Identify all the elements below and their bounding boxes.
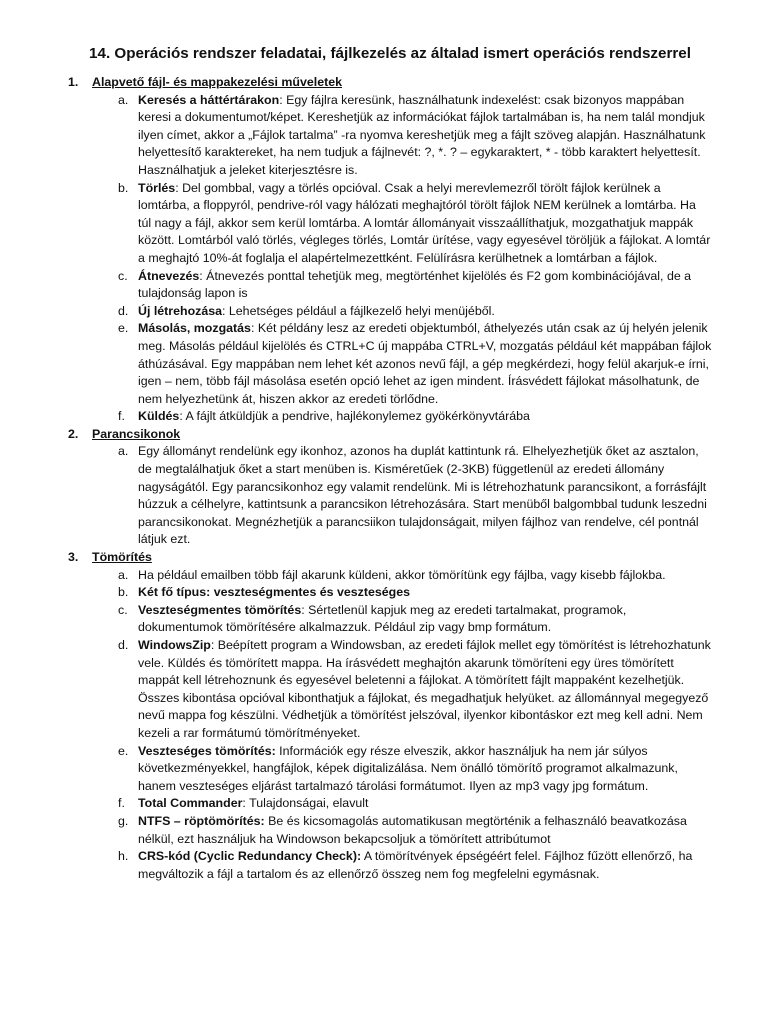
item-letter: a.	[118, 444, 129, 459]
list-item	[68, 795, 712, 813]
document-body	[68, 74, 712, 883]
list-item	[68, 584, 712, 602]
item-text: A tömörítvények épségéért felel. Fájlhoz fűzött ellenőrző, ha megváltozik a fájl a tartalom és az ellenőrző összeg nem fog megfelelni egymásnak.	[138, 849, 693, 881]
page-title: 14. Operációs rendszer feladatai, fájlkezelés az általad ismert operációs rendszerrel	[89, 45, 691, 62]
item-text: Egy állományt rendelünk egy ikonhoz, azonos ha duplát kattintunk rá. Elhelyezhetjük őket az asztalon, de megtalálhatjuk őket a start menüben is. Kisméretűek (2-3KB) függetlenül az eredeti állomány nagyságától. Egy parancsikonhoz egy valamit rendelünk. Mi is létrehozhatunk parancsikont, a forrásfájlt húzzuk a célhelyre, kattintsunk a parancsikon létrehozására. Start menüből balgombbal tudunk leszedni parancsikonokat. Megnézhetjük a parancsiikon tulajdonságait, milyen fájlhoz van rendelve, cél pontnál látjuk ezt.	[138, 444, 707, 547]
item-term: Törlés	[138, 180, 176, 195]
item-letter: h.	[118, 849, 129, 864]
item-text: : A fájlt átküldjük a pendrive, hajlékonylemez gyökérkönyvtárába	[179, 409, 530, 424]
list-item	[68, 602, 712, 637]
item-text: : Tulajdonságai, elavult	[242, 796, 369, 811]
item-term: Átnevezés	[138, 268, 200, 283]
list-item	[68, 443, 712, 549]
list-item	[68, 567, 712, 585]
item-letter: d.	[118, 638, 129, 652]
section-number: 2.	[68, 426, 79, 441]
list-item	[68, 268, 712, 303]
section-title: Tömörítés	[92, 550, 152, 565]
list-item	[68, 408, 712, 426]
item-term: Másolás, mozgatás	[138, 321, 251, 336]
item-text: : Sértetlenül kapjuk meg az eredeti tartalmakat, programok, dokumentumok tömörítésére alkalmazzuk. Például zip vagy bmp formátum.	[138, 602, 627, 635]
item-letter: e.	[118, 321, 129, 336]
item-text: : Lehetséges például a fájlkezelő helyi menüjéből.	[222, 303, 495, 318]
item-text: : Del gombbal, vagy a törlés opcióval. Csak a helyi merevlemezről törölt fájlok kerülnek a lomtárba, a floppyról, pendrive-ról vagy hálózati meghajtóról törölt fájlok NEM kerülnek a lomtárba. Ha túl nagy a fájl, akkor sem kerül lomtárba. A lomtár állományait visszaállíthatjuk, mozgathatjuk mappák között. Lomtárból való törlés, végleges törlés, Lomtár ürítése, vagy egyesével töröljük a fájlokat. A lomtár a meghajtó 10%-át foglalja el alapértelmezettként. Felülírásra kerülhetnek a lomtárban a fájlok.	[138, 180, 711, 265]
item-term: Küldés	[138, 409, 180, 424]
item-letter: f.	[118, 409, 125, 424]
item-term: Total Commander	[138, 796, 243, 811]
item-letter: g.	[118, 813, 129, 828]
item-text: : Beépített program a Windowsban, az eredeti fájlok mellet egy tömörítést is létrehozhatunk vele. Küldés és tömörített mappa. Ha írásvédett meghajtón akarunk tömöríteni egy üres tömörített mappát kell létrehoznunk és egyesével beletenni a fájlokat. A tömörített fájlt mappaként kezelhetjük. Összes kibontása opcióval kibonthatjuk a fájlokat, és megadhatjuk helyüket. az állománnyal megegyező nevű mappa fog készülni. Védhetjük a tömörítést jelszóval, ilyenkor kibontáskor ezt meg kell adni. Nem kezeli a rar formátumú tömörítményeket.	[138, 638, 711, 740]
item-letter: c.	[118, 268, 128, 283]
item-term: Új létrehozása	[138, 303, 223, 318]
section-heading	[68, 426, 712, 444]
item-letter: b.	[118, 180, 129, 195]
section-title: Alapvető fájl- és mappakezelési műveletek	[92, 75, 342, 89]
item-text: Információk egy része elveszik, akkor használjuk ha nem jár súlyos következményekkel, hangfájlok, képek digitalizálása. Nem önálló tömörítő programot alkalmazunk, hanem veszteséges eljárást tartalmazó tárolási formátumot. Ilyen az mp3 vagy jpg formátum.	[138, 743, 678, 793]
item-term: Veszteséges tömörítés:	[138, 743, 276, 758]
item-text: : Egy fájlra keresünk, használhatunk indexelést: csak bizonyos mappában keresi a dokumentumot/képet. Kereshetjük az információkat fájlok tartalmában is, ha nem talál mondjuk ilyen címet, akkor a „Fájlok tartalma” -ra nyomva kereshetjük meg a fájlt szöveg alapján. Használhatunk helyettesítő karaktereket, ha nem tudjuk a fájlnevét: ?, *. ? – egykaraktert, * - több karaktert helyettesít. Használhatjuk a jeleket kiterjesztésre is.	[138, 92, 706, 177]
section-heading	[68, 74, 712, 92]
list-item	[68, 303, 712, 321]
list-item	[68, 848, 712, 883]
item-term: Keresés a háttértárakon	[138, 92, 280, 107]
section-number: 1.	[68, 75, 79, 89]
item-term: CRS-kód (Cyclic Redundancy Check):	[138, 849, 362, 864]
item-text: Be és kicsomagolás automatikusan megtörténik a felhasználó beavatkozása nélkül, ezt használjuk ha Windowson bekapcsoljuk a tömörített attribútumot	[138, 813, 687, 846]
list-item	[68, 92, 712, 180]
item-letter: f.	[118, 796, 125, 811]
item-letter: d.	[118, 303, 129, 318]
item-text: Ha például emailben több fájl akarunk küldeni, akkor tömörítünk egy fájlba, vagy kisebb fájlokba.	[138, 567, 666, 582]
list-item	[68, 320, 712, 408]
list-item	[68, 743, 712, 796]
item-term: WindowsZip	[138, 638, 211, 652]
item-term: Két fő típus: veszteségmentes és veszteséges	[138, 585, 411, 600]
item-letter: e.	[118, 743, 129, 758]
section-title: Parancsikonok	[92, 426, 181, 441]
item-text: : Két példány lesz az eredeti objektumból, áthelyezés után csak az új helyén jelenik meg. Másolás például kijelölés és CTRL+C új mappába CTRL+V, mozgatás például két mappában fájlok áthúzásával. Egy mappában nem lehet két azonos nevű fájl, a gép megkérdezi, hogy felül akarjuk-e írni, igen – nem, több fájl másolása esetén opció lehet az igen mindent. Írásvédett fájlokat másolhatunk, de nem helyezhetünk át, hiszen akkor az eredeti törlődne.	[138, 321, 712, 406]
item-letter: c.	[118, 602, 128, 617]
list-item	[68, 637, 712, 743]
list-item	[68, 813, 712, 848]
section-number: 3.	[68, 550, 79, 565]
item-term: Veszteségmentes tömörítés	[138, 602, 302, 617]
item-letter: a.	[118, 92, 129, 107]
section-heading	[68, 549, 712, 567]
item-text: : Átnevezés ponttal tehetjük meg, megtörténhet kijelölés és F2 gom kombinációjával, de a tulajdonság lapon is	[138, 268, 692, 301]
item-term: NTFS – röptömörítés:	[138, 813, 265, 828]
item-letter: a.	[118, 567, 129, 582]
list-item	[68, 180, 712, 268]
item-letter: b.	[118, 585, 129, 600]
